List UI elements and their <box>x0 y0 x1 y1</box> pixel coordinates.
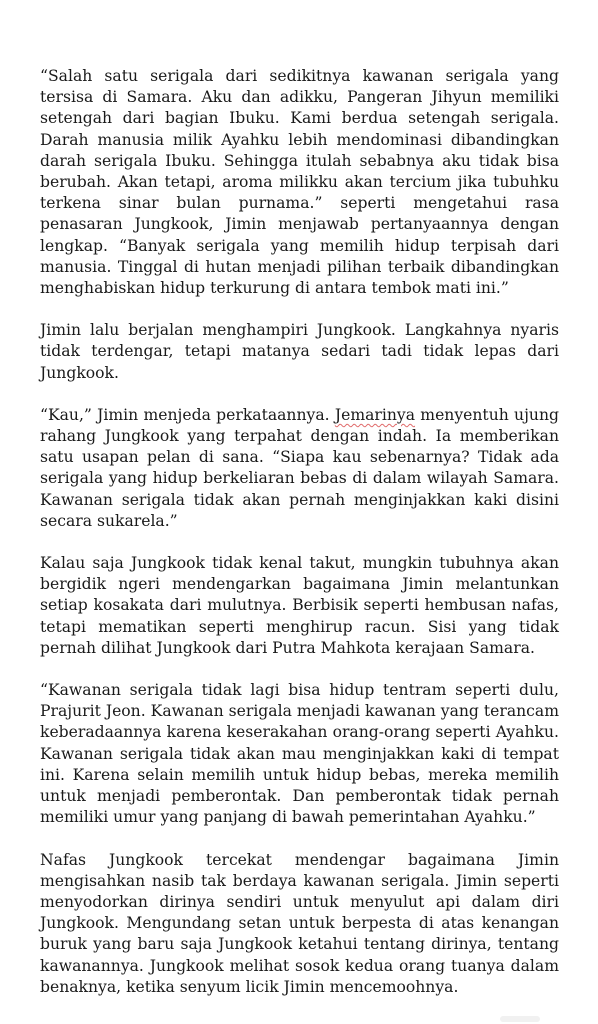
paragraph-4: Kalau saja Jungkook tidak kenal takut, mungkin tubuhnya akan bergidik ngeri mendengarkan bagaimana Jimin melantunkan setiap kosakata dari mulutnya. Berbisik seperti hembusan nafas, tetapi mematikan seperti menghirup racun. Sisi yang tidak pernah dilihat Jungkook dari Putra Mahkota kerajaan Samara. <box>40 554 559 657</box>
paragraph-3 <box>40 405 559 532</box>
spellcheck-flagged-word: Jemarinya <box>334 405 416 424</box>
paragraph-1: “Salah satu serigala dari sedikitnya kawanan serigala yang tersisa di Samara. Aku dan adikku, Pangeran Jihyun memiliki setengah dari bagian Ibuku. Kami berdua setengah serigala. Darah manusia milik Ayahku lebih mendominasi dibandingkan darah serigala Ibuku. Sehingga itulah sebabnya aku tidak bisa berubah. Akan tetapi, aroma milikku akan tercium jika tubuhku terkena sinar bulan purnama.” seperti mengetahui rasa penasaran Jungkook, Jimin menjawab pertanyaannya dengan lengkap. “Banyak serigala yang memilih hidup terpisah dari manusia. Tinggal di hutan menjadi pilihan terbaik dibandingkan menghabiskan hidup terkurung di antara tembok mati ini.” <box>40 67 559 298</box>
paragraph-3-start: “Kau,” Jimin menjeda perkataannya. <box>40 405 335 424</box>
paragraph-5: “Kawanan serigala tidak lagi bisa hidup tentram seperti dulu, Prajurit Jeon. Kawanan serigala menjadi kawanan yang terancam keberadaannya karena keserakahan orang-orang seperti Ayahku. Kawanan serigala tidak akan mau menginjakkan kaki di tempat ini. Karena selain memilih untuk hidup bebas, mereka memilih untuk menjadi pemberontak. Dan pemberontak tidak pernah memiliki umur yang panjang di bawah pemerintahan Ayahku.” <box>40 681 559 827</box>
paragraph-2: Jimin lalu berjalan menghampiri Jungkook. Langkahnya nyaris tidak terdengar, tetapi matanya sedari tadi tidak lepas dari Jungkook. <box>40 321 559 382</box>
paragraph-3-end: menyentuh ujung rahang Jungkook yang terpahat dengan indah. Ia memberikan satu usapan pelan di sana. “Siapa kau sebenarnya? Tidak ada serigala yang hidup berkeliaran bebas di dalam wilayah Samara. Kawanan serigala tidak akan pernah menginjakkan kaki disini secara sukarela.” <box>40 405 559 530</box>
scroll-indicator <box>500 1016 540 1022</box>
document-body <box>40 66 559 1019</box>
paragraph-6: Nafas Jungkook tercekat mendengar bagaimana Jimin mengisahkan nasib tak berdaya kawanan serigala. Jimin seperti menyodorkan dirinya sendiri untuk menyulut api dalam diri Jungkook. Mengundang setan untuk berpesta di atas kenangan buruk yang baru saja Jungkook ketahui tentang dirinya, tentang kawanannya. Jungkook melihat sosok kedua orang tuanya dalam benaknya, ketika senyum licik Jimin mencemoohnya. <box>40 850 559 996</box>
